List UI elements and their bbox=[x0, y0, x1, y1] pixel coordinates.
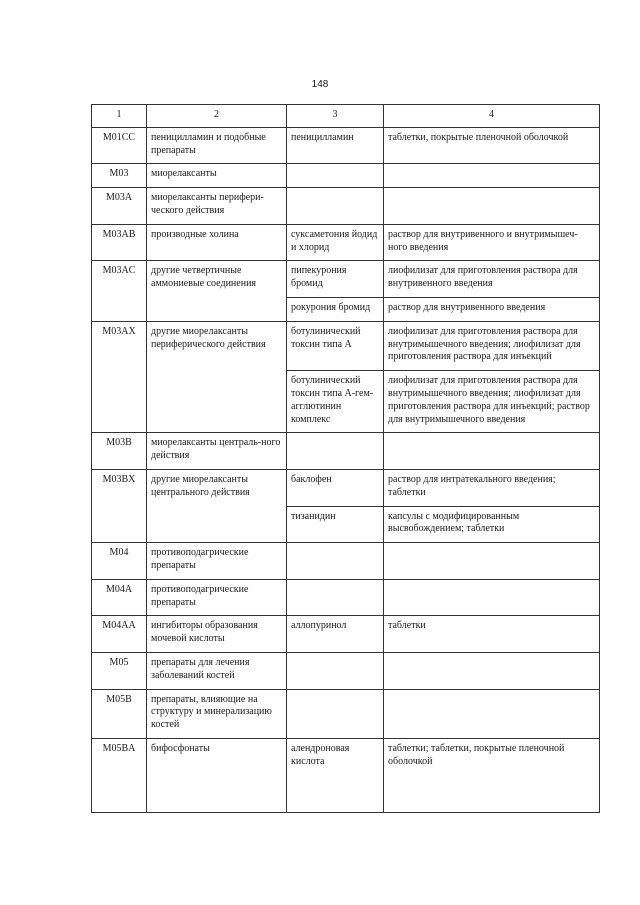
table-row bbox=[92, 188, 600, 225]
dosage-form-cell: капсулы с модифицированным высвобождением; таблетки bbox=[384, 506, 600, 543]
group-name-cell: другие миорелаксанты центрального действия bbox=[147, 469, 287, 542]
group-name-cell: препараты, влияющие на структуру и минерализацию костей bbox=[147, 689, 287, 738]
group-name-cell: миорелаксанты перифери-ческого действия bbox=[147, 188, 287, 225]
table-row bbox=[92, 433, 600, 470]
group-name-cell: другие миорелаксанты периферического действия bbox=[147, 321, 287, 433]
table-row bbox=[92, 224, 600, 261]
atc-code-cell: M03 bbox=[92, 164, 147, 188]
drug-name-cell: алендроновая кислота bbox=[287, 738, 384, 812]
dosage-form-cell: лиофилизат для приготовления раствора для внутримышечного введения; лиофилизат для приготовления раствора для инъекций bbox=[384, 321, 600, 370]
column-header: 4 bbox=[384, 105, 600, 128]
table-row bbox=[92, 543, 600, 580]
drug-name-cell: рокурония бромид bbox=[287, 297, 384, 321]
table-row bbox=[92, 127, 600, 164]
dosage-form-cell: лиофилизат для приготовления раствора для внутривенного введения bbox=[384, 261, 600, 298]
table-row bbox=[92, 261, 600, 298]
group-name-cell: противоподагрические препараты bbox=[147, 543, 287, 580]
group-name-cell: миорелаксанты централь-ного действия bbox=[147, 433, 287, 470]
drug-name-cell: баклофен bbox=[287, 469, 384, 506]
dosage-form-cell bbox=[384, 689, 600, 738]
dosage-form-cell: раствор для внутривенного введения bbox=[384, 297, 600, 321]
drug-name-cell bbox=[287, 579, 384, 616]
dosage-form-cell: таблетки; таблетки, покрытые пленочной оболочкой bbox=[384, 738, 600, 812]
group-name-cell: бифосфонаты bbox=[147, 738, 287, 812]
drug-name-cell: ботулинический токсин типа А bbox=[287, 321, 384, 370]
dosage-form-cell: раствор для интратекального введения; таблетки bbox=[384, 469, 600, 506]
atc-code-cell: M04A bbox=[92, 579, 147, 616]
drug-name-cell: аллопуринол bbox=[287, 616, 384, 653]
table-row bbox=[92, 652, 600, 689]
column-header: 2 bbox=[147, 105, 287, 128]
drug-name-cell: суксаметония йодид и хлорид bbox=[287, 224, 384, 261]
atc-code-cell: M01CC bbox=[92, 127, 147, 164]
group-name-cell: производные холина bbox=[147, 224, 287, 261]
dosage-form-cell: лиофилизат для приготовления раствора для внутримышечного введения; лиофилизат для приготовления раствора для инъекций; раствор для внутримышечного введения bbox=[384, 371, 600, 433]
table-row bbox=[92, 689, 600, 738]
drug-name-cell bbox=[287, 164, 384, 188]
dosage-form-cell bbox=[384, 433, 600, 470]
atc-code-cell: M03BX bbox=[92, 469, 147, 542]
table-row bbox=[92, 579, 600, 616]
group-name-cell: миорелаксанты bbox=[147, 164, 287, 188]
table-row bbox=[92, 616, 600, 653]
table-header-row bbox=[92, 105, 600, 128]
drug-name-cell: пипекурония бромид bbox=[287, 261, 384, 298]
column-header: 1 bbox=[92, 105, 147, 128]
drug-name-cell bbox=[287, 188, 384, 225]
page-number: 148 bbox=[311, 79, 329, 90]
drug-table bbox=[91, 104, 600, 813]
dosage-form-cell bbox=[384, 652, 600, 689]
table-row bbox=[92, 738, 600, 812]
atc-code-cell: M05BA bbox=[92, 738, 147, 812]
group-name-cell: ингибиторы образования мочевой кислоты bbox=[147, 616, 287, 653]
dosage-form-cell bbox=[384, 579, 600, 616]
group-name-cell: пеницилламин и подобные препараты bbox=[147, 127, 287, 164]
dosage-form-cell: раствор для внутривенного и внутримышеч-ного введения bbox=[384, 224, 600, 261]
atc-code-cell: M05B bbox=[92, 689, 147, 738]
atc-code-cell: M05 bbox=[92, 652, 147, 689]
drug-name-cell bbox=[287, 689, 384, 738]
atc-code-cell: M04 bbox=[92, 543, 147, 580]
atc-code-cell: M04AA bbox=[92, 616, 147, 653]
drug-name-cell: тизанидин bbox=[287, 506, 384, 543]
group-name-cell: препараты для лечения заболеваний костей bbox=[147, 652, 287, 689]
drug-name-cell: ботулинический токсин типа А-гем-агглютинин комплекс bbox=[287, 371, 384, 433]
atc-code-cell: M03AX bbox=[92, 321, 147, 433]
atc-code-cell: M03AB bbox=[92, 224, 147, 261]
table-row bbox=[92, 164, 600, 188]
drug-name-cell bbox=[287, 433, 384, 470]
atc-code-cell: M03A bbox=[92, 188, 147, 225]
drug-name-cell bbox=[287, 652, 384, 689]
drug-name-cell: пеницилламин bbox=[287, 127, 384, 164]
dosage-form-cell: таблетки, покрытые пленочной оболочкой bbox=[384, 127, 600, 164]
dosage-form-cell bbox=[384, 188, 600, 225]
drug-name-cell bbox=[287, 543, 384, 580]
group-name-cell: противоподагрические препараты bbox=[147, 579, 287, 616]
dosage-form-cell bbox=[384, 164, 600, 188]
column-header: 3 bbox=[287, 105, 384, 128]
dosage-form-cell: таблетки bbox=[384, 616, 600, 653]
atc-code-cell: M03AC bbox=[92, 261, 147, 321]
group-name-cell: другие четвертичные аммониевые соединения bbox=[147, 261, 287, 321]
atc-code-cell: M03B bbox=[92, 433, 147, 470]
table-row bbox=[92, 469, 600, 506]
dosage-form-cell bbox=[384, 543, 600, 580]
table-row bbox=[92, 321, 600, 370]
